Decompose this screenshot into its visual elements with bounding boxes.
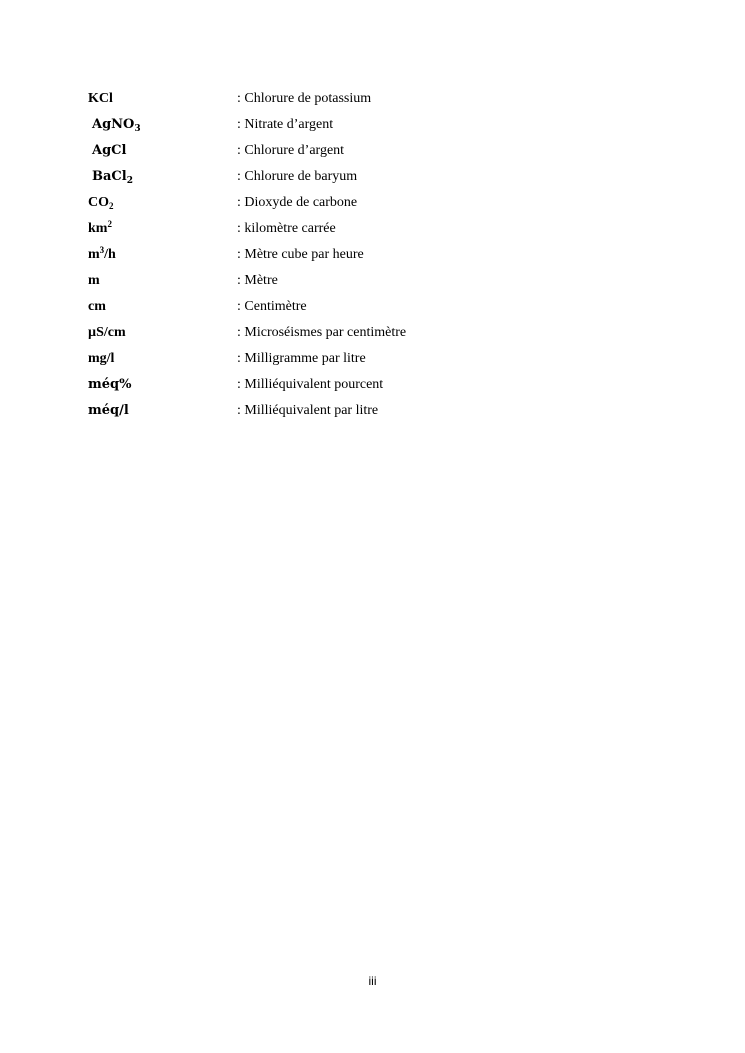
abbreviation-term: $km^2$ — [88, 219, 112, 236]
abbreviation-row-m3h — [88, 242, 648, 268]
abbreviation-list — [88, 86, 648, 424]
abbreviation-definition: : kilomètre carrée — [237, 221, 336, 236]
abbreviation-row-meq-l — [88, 398, 648, 424]
abbreviation-term: $CO_2$ — [88, 195, 114, 211]
abbreviation-term: méq/l — [88, 403, 129, 418]
abbreviation-term: KCl — [88, 91, 113, 106]
abbreviation-definition: : Centimètre — [237, 299, 307, 314]
abbreviation-term: mg/l — [88, 351, 115, 366]
abbreviation-term: $m^3/h$ — [88, 245, 116, 262]
abbreviation-row-mg-l — [88, 346, 648, 372]
abbreviation-definition: : Mètre — [237, 273, 278, 288]
abbreviation-definition: : Chlorure d’argent — [237, 143, 345, 158]
abbreviation-term: méq% — [88, 377, 132, 392]
abbreviation-row-cm — [88, 294, 648, 320]
abbreviation-definition: : Chlorure de potassium — [237, 91, 372, 106]
abbreviation-definition: : Mètre cube par heure — [237, 247, 364, 262]
abbreviation-definition: : Milliéquivalent par litre — [237, 403, 379, 418]
abbreviation-definition: : Milliéquivalent pourcent — [237, 377, 384, 392]
page-number: iii — [368, 974, 377, 988]
abbreviation-term: AgNO$_3$ — [92, 117, 141, 134]
abbreviation-term: AgCl — [92, 143, 127, 158]
abbreviation-row-us-cm — [88, 320, 648, 346]
abbreviation-row-agcl — [88, 138, 648, 164]
abbreviation-row-meq-percent — [88, 372, 648, 398]
abbreviation-definition: : Nitrate d’argent — [237, 117, 334, 132]
abbreviation-definition: : Dioxyde de carbone — [237, 195, 358, 210]
abbreviation-row-m — [88, 268, 648, 294]
abbreviation-row-co2 — [88, 190, 648, 216]
abbreviation-term: BaCl$_2$ — [92, 169, 133, 186]
abbreviation-definition: : Microséismes par centimètre — [237, 325, 407, 340]
abbreviation-term: µS/cm — [88, 325, 126, 340]
abbreviation-definition: : Chlorure de baryum — [237, 169, 358, 184]
abbreviation-row-agno3 — [88, 112, 648, 138]
abbreviation-term: m — [88, 273, 100, 288]
abbreviation-row-km2 — [88, 216, 648, 242]
abbreviation-row-kcl — [88, 86, 648, 112]
abbreviation-definition: : Milligramme par litre — [237, 351, 366, 366]
abbreviation-row-bacl2 — [88, 164, 648, 190]
abbreviation-term: cm — [88, 299, 106, 314]
